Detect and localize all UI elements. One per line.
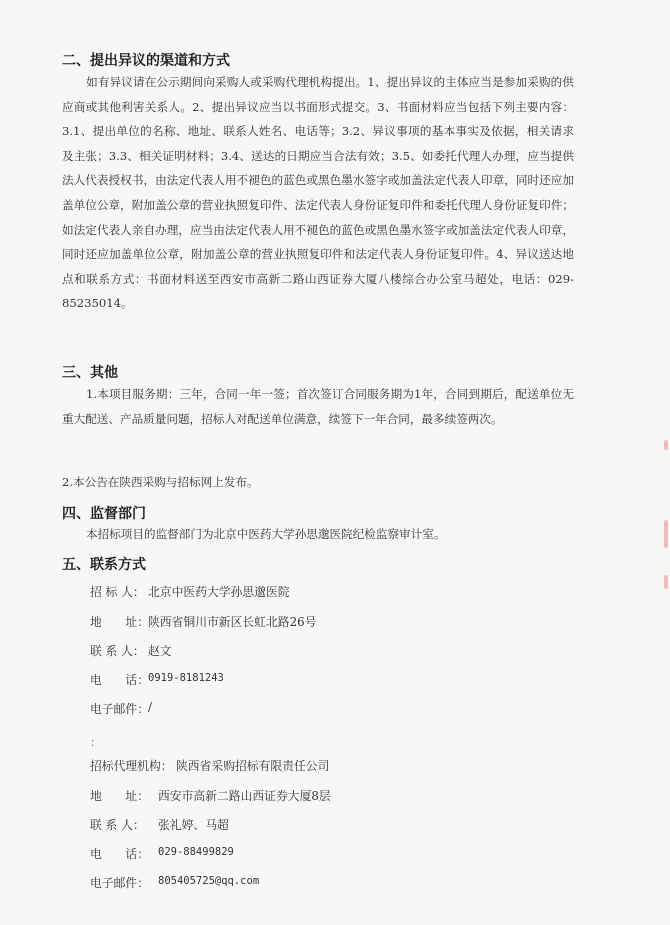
agency-email-value: 805405725@qq.com	[158, 875, 260, 887]
section-4-heading: 四、监督部门	[62, 506, 146, 522]
purchaser-address-label: 地 址：	[90, 615, 149, 629]
stamp-edge-mark	[664, 520, 668, 548]
agency-email-label: 电子邮件：	[90, 876, 149, 890]
section-2-heading: 二、提出异议的渠道和方式	[62, 53, 230, 69]
section-4-body	[62, 522, 574, 547]
agency-name-label: 招标代理机构：	[90, 759, 173, 773]
purchaser-contact-value: 赵文	[148, 644, 172, 658]
agency-contact-value: 张礼婷、马超	[158, 818, 229, 832]
section-3-item-2	[62, 470, 574, 495]
purchaser-phone-label: 电 话：	[90, 673, 149, 687]
section-3-heading: 三、其他	[62, 365, 118, 381]
agency-phone-value: 029-88499829	[158, 846, 234, 858]
agency-contact-label: 联 系 人：	[90, 818, 145, 832]
section-3-item-2-text: 2.本公告在陕西采购与招标网上发布。	[62, 475, 259, 489]
purchaser-email-value: /	[148, 700, 152, 714]
purchaser-email-label: 电子邮件：	[90, 702, 149, 716]
section-2-body	[62, 70, 574, 316]
separator-mark: ：	[90, 736, 101, 749]
stamp-edge-mark	[664, 575, 668, 589]
section-2-text: 如有异议请在公示期间向采购人或采购代理机构提出。1、提出异议的主体应当是参加采购的供应商或其他利害关系人。2、提出异议应当以书面形式提交。3、书面材料应当包括下列主要内容：3.1、提出单位的名称、地址、联系人姓名、电话等；3.2、异议事项的基本事实及依据，相关请求及主张；3.3、相关证明材料；3.4、送达的日期应当合法有效；3.5、如委托代理人办理，应当提供法人代表授权书，由法定代表人用不褪色的蓝色或黑色墨水签字或加盖法定代表人印章，同时还应加盖单位公章，附加盖公章的营业执照复印件、法定代表人身份证复印件和委托代理人身份证复印件；如法定代表人亲自办理，应当由法定代表人用不褪色的蓝色或黑色墨水签字或加盖法定代表人印章，同时还应加盖单位公章，附加盖公章的营业执照复印件和法定代表人身份证复印件。4、异议送达地点和联系方式：书面材料送至西安市高新二路山西证券大厦八楼综合办公室马超处，电话：029-85235014。	[62, 75, 574, 311]
section-3-item-1-text: 1.本项目服务期：三年，合同一年一签；首次签订合同服务期为1年，合同到期后，配送单位无重大配送、产品质量问题，招标人对配送单位满意，续签下一年合同，最多续签两次。	[62, 387, 574, 426]
agency-phone-label: 电 话：	[90, 847, 149, 861]
purchaser-phone-value: 0919-8181243	[148, 672, 224, 684]
purchaser-contact-label: 联 系 人：	[90, 644, 145, 658]
purchaser-address-value: 陕西省铜川市新区长虹北路26号	[148, 615, 317, 629]
purchaser-name-value: 北京中医药大学孙思邈医院	[148, 585, 290, 599]
section-3-item-1	[62, 382, 574, 431]
section-4-text: 本招标项目的监督部门为北京中医药大学孙思邈医院纪检监察审计室。	[86, 527, 446, 541]
agency-address-value: 西安市高新二路山西证券大厦8层	[158, 789, 331, 803]
agency-address-label: 地 址：	[90, 789, 149, 803]
agency-name-value: 陕西省采购招标有限责任公司	[176, 759, 330, 773]
section-5-heading: 五、联系方式	[62, 557, 146, 573]
stamp-edge-mark	[664, 440, 668, 450]
purchaser-name-label: 招 标 人：	[90, 585, 145, 599]
